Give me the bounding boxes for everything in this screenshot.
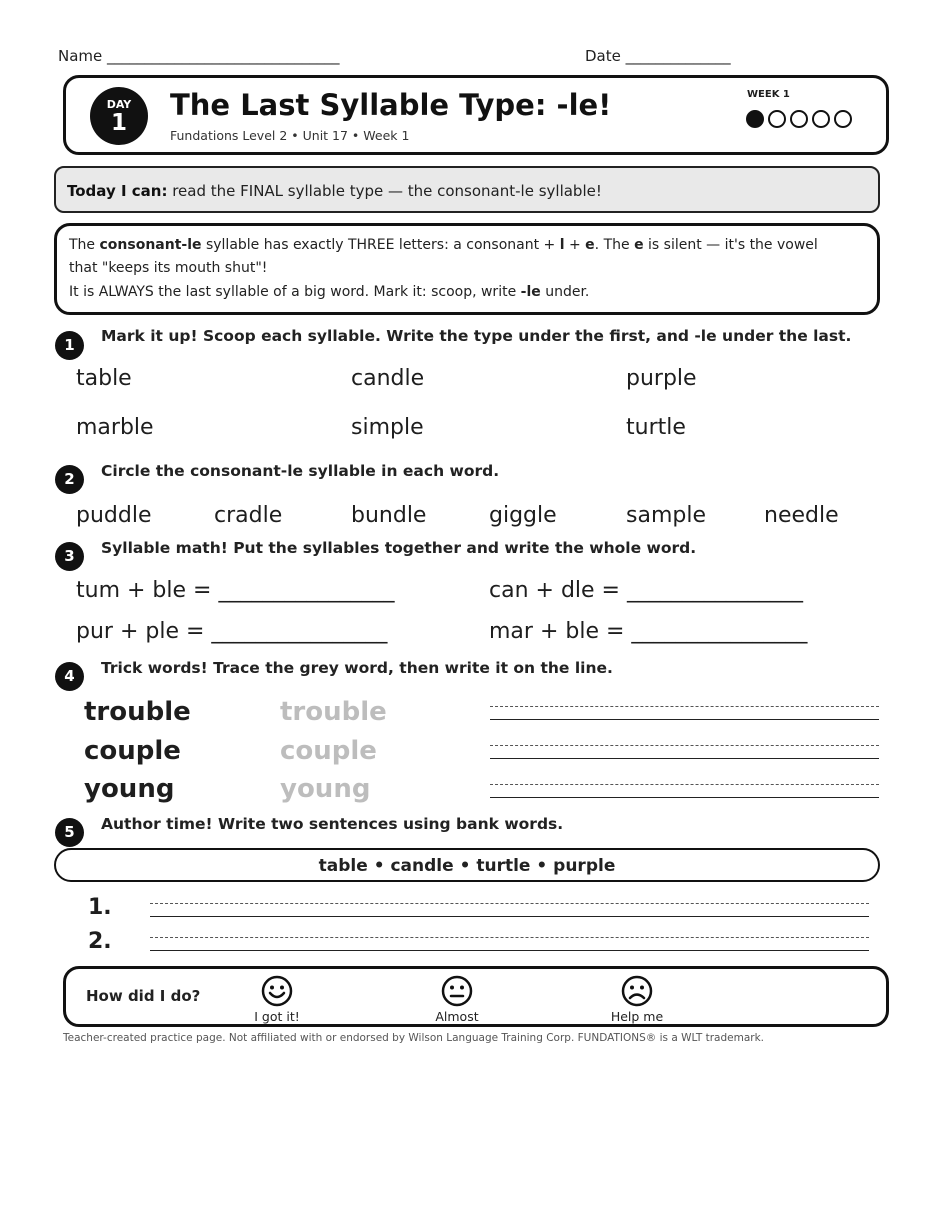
trick-word: young [84, 774, 175, 804]
section-number-3: 3 [55, 542, 84, 571]
section-number-5: 5 [55, 818, 84, 847]
circle-word[interactable]: bundle [351, 503, 427, 528]
week-dot-2 [768, 110, 786, 128]
info-line-2: that "keeps its mouth shut"! [69, 260, 268, 276]
trick-word: trouble [84, 697, 191, 727]
day-number: 1 [110, 110, 127, 136]
writing-line[interactable] [490, 745, 879, 759]
week-dot-3 [790, 110, 808, 128]
info-text: syllable has exactly THREE letters: a consonant + [201, 237, 560, 253]
math-problem[interactable]: tum + ble = ________________ [76, 578, 395, 603]
info-bold: consonant-le [99, 237, 202, 253]
week-progress [746, 110, 852, 128]
math-problem[interactable]: can + dle = ________________ [489, 578, 803, 603]
sentence-number: 1. [88, 895, 112, 920]
smile-face-icon[interactable] [261, 975, 293, 1007]
section-instruction-3: Syllable math! Put the syllables together and write the whole word. [101, 539, 697, 557]
word-item: purple [626, 366, 697, 391]
circle-word[interactable]: giggle [489, 503, 557, 528]
trace-word[interactable]: young [280, 774, 371, 804]
info-text: under. [540, 284, 590, 300]
info-text: The [69, 237, 100, 253]
info-text: It is ALWAYS the last syllable of a big word. Mark it: scoop, write [69, 284, 521, 300]
trace-word[interactable]: trouble [280, 697, 387, 727]
week-dot-1 [746, 110, 764, 128]
footer-disclaimer: Teacher-created practice page. Not affiliated with or endorsed by Wilson Language Training Corp. FUNDATIONS® is a WLT trademark. [63, 1032, 765, 1044]
circle-word[interactable]: puddle [76, 503, 152, 528]
info-bold: e [634, 237, 644, 253]
sad-face-icon[interactable] [621, 975, 653, 1007]
word-item: candle [351, 366, 425, 391]
word-bank: table • candle • turtle • purple [318, 856, 616, 876]
date-field[interactable]: Date ______________ [585, 47, 731, 65]
name-field[interactable]: Name _______________________________ [58, 47, 340, 65]
neutral-face-icon[interactable] [441, 975, 473, 1007]
info-line-1 [69, 237, 818, 253]
rating-option-label: Help me [610, 1009, 664, 1024]
section-instruction-5: Author time! Write two sentences using bank words. [101, 815, 564, 833]
sentence-line[interactable] [150, 903, 869, 917]
info-text: is silent — it's the vowel [643, 237, 818, 253]
word-item: table [76, 366, 132, 391]
week-dot-5 [834, 110, 852, 128]
goal-lead: Today I can: [67, 182, 168, 200]
section-instruction-1: Mark it up! Scoop each syllable. Write the type under the first, and -le under the last. [101, 327, 852, 345]
week-label: WEEK 1 [747, 89, 790, 100]
section-instruction-4: Trick words! Trace the grey word, then write it on the line. [101, 659, 613, 677]
sentence-number: 2. [88, 929, 112, 954]
section-number-2: 2 [55, 465, 84, 494]
rating-option-label: I got it! [254, 1009, 300, 1024]
info-line-3 [69, 284, 589, 300]
math-problem[interactable]: mar + ble = ________________ [489, 619, 808, 644]
circle-word[interactable]: sample [626, 503, 706, 528]
info-bold: -le [520, 284, 541, 300]
day-label: DAY [106, 98, 132, 111]
info-text: . The [594, 237, 635, 253]
sentence-line[interactable] [150, 937, 869, 951]
section-number-4: 4 [55, 662, 84, 691]
writing-line[interactable] [490, 784, 879, 798]
page-subtitle: Fundations Level 2 • Unit 17 • Week 1 [170, 128, 410, 143]
rating-option-label: Almost [435, 1009, 479, 1024]
info-bold: e [585, 237, 595, 253]
goal-text [67, 182, 602, 200]
day-badge [90, 87, 148, 145]
word-item: turtle [626, 415, 686, 440]
info-text: + [564, 237, 586, 253]
trace-word[interactable]: couple [280, 736, 377, 766]
info-bold: l [559, 237, 565, 253]
circle-word[interactable]: cradle [214, 503, 283, 528]
word-item: marble [76, 415, 154, 440]
math-problem[interactable]: pur + ple = ________________ [76, 619, 388, 644]
section-instruction-2: Circle the consonant-le syllable in each word. [101, 462, 500, 480]
page-title: The Last Syllable Type: -le! [170, 88, 612, 122]
rating-label: How did I do? [86, 987, 201, 1005]
word-item: simple [351, 415, 424, 440]
section-number-1: 1 [55, 331, 84, 360]
trick-word: couple [84, 736, 181, 766]
circle-word[interactable]: needle [764, 503, 839, 528]
writing-line[interactable] [490, 706, 879, 720]
goal-body: read the FINAL syllable type — the consonant-le syllable! [167, 182, 602, 200]
week-dot-4 [812, 110, 830, 128]
